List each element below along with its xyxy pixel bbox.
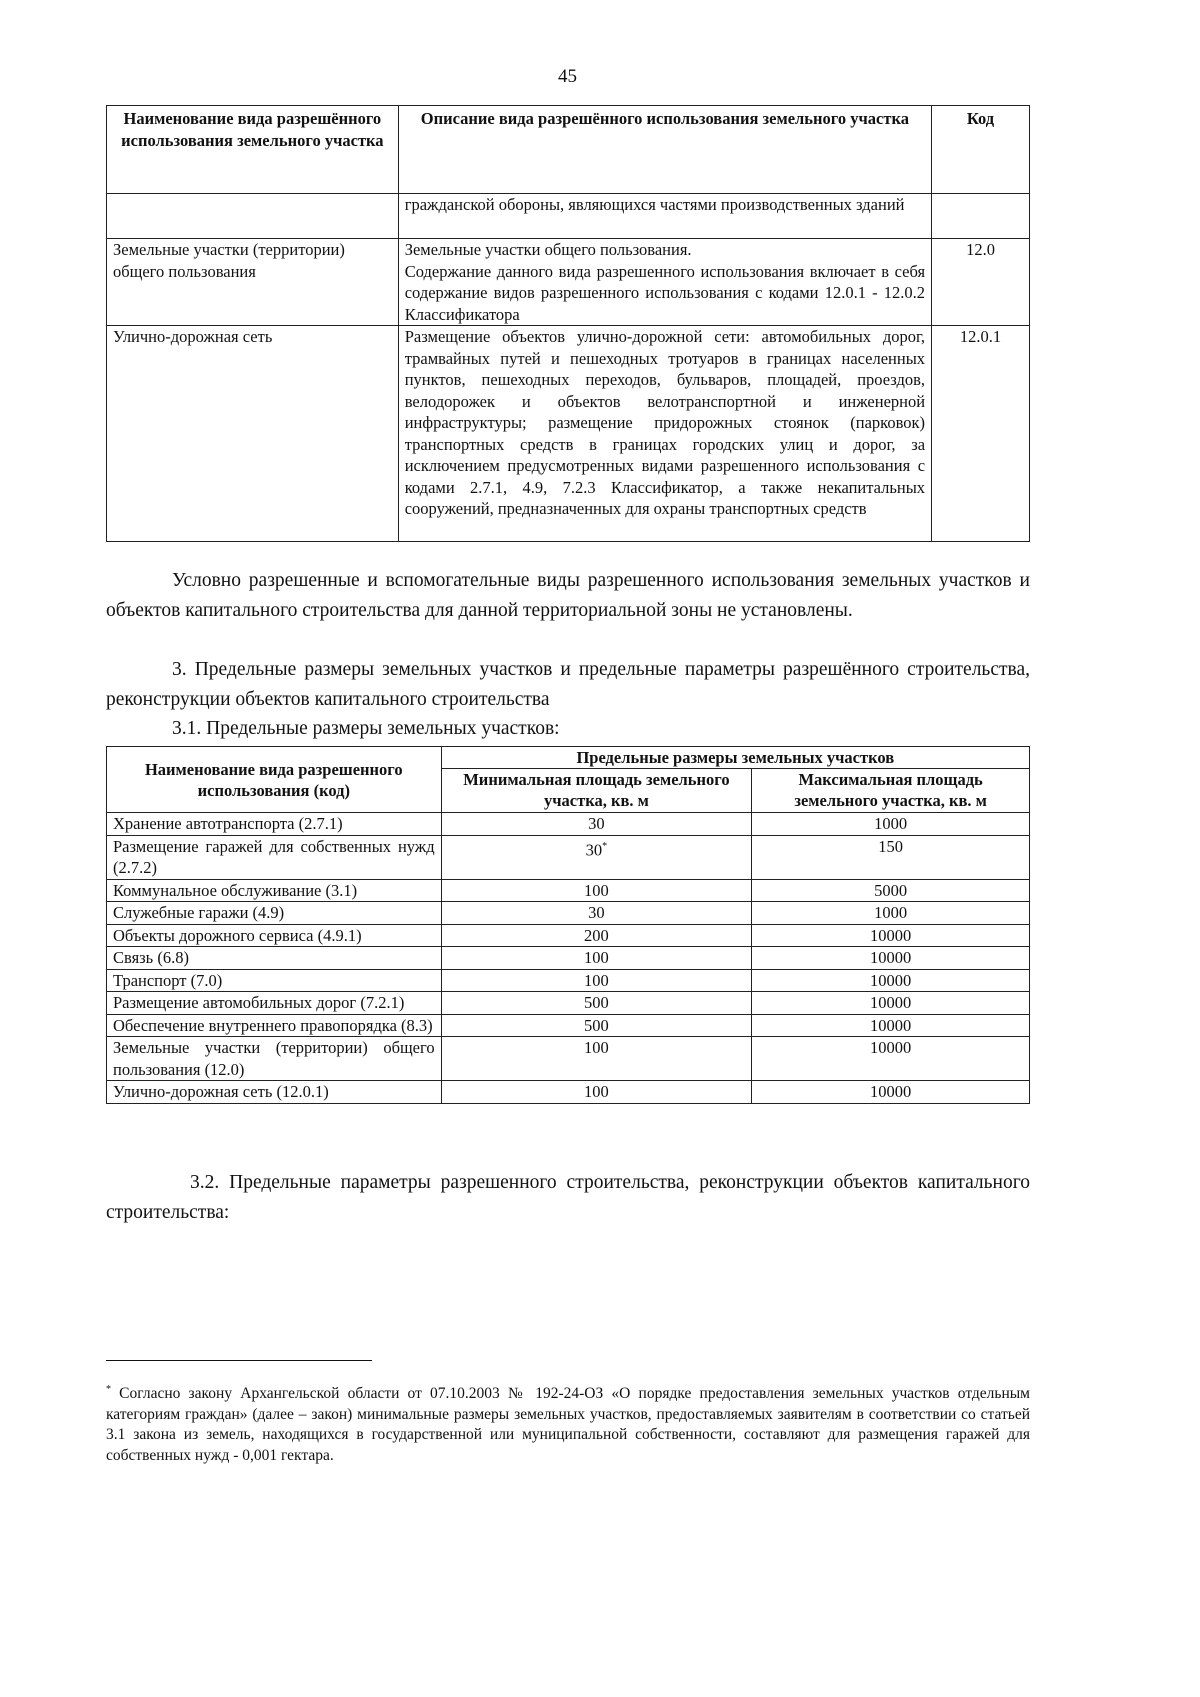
row-min-area (441, 902, 752, 925)
header-description: Описание вида разрешённого использования земельного участка (398, 106, 931, 194)
paragraph-section-3-2: 3.2. Предельные параметры разрешенного строительства, реконструкции объектов капитального строительства: (106, 1172, 1030, 1223)
permitted-use-table (106, 105, 1030, 542)
row-min-area (441, 813, 752, 836)
row-max-area: 1000 (752, 902, 1030, 925)
min-area-value: 500 (584, 1015, 609, 1035)
row-max-area: 10000 (752, 947, 1030, 970)
table-row (107, 194, 1030, 239)
paragraph-section-3-1: 3.1. Предельные размеры земельных участков: (172, 718, 560, 739)
row-name: Служебные гаражи (4.9) (107, 902, 442, 925)
row-name: Размещение автомобильных дорог (7.2.1) (107, 992, 442, 1015)
row-name: Земельные участки (территории) общего пользования (107, 239, 399, 326)
table-row (107, 1014, 1030, 1037)
row-description: гражданской обороны, являющихся частями производственных зданий (398, 194, 931, 239)
footnote-mark: * (106, 1384, 111, 1395)
min-area-value: 100 (584, 1038, 609, 1057)
table-row (107, 239, 1030, 326)
row-max-area: 10000 (752, 969, 1030, 992)
table-row (107, 813, 1030, 836)
table-row (107, 902, 1030, 925)
table-row (107, 1037, 1030, 1081)
description-line-2: Содержание данного вида разрешенного использования включает в себя содержание видов разрешенного использования с кодами 12.0.1 - 12.0.2 Классификатора (404, 261, 926, 324)
table-row (107, 969, 1030, 992)
row-max-area: 150 (752, 835, 1030, 879)
footnote-separator (106, 1360, 372, 1361)
row-max-area: 10000 (752, 1081, 1030, 1104)
row-min-area (441, 1081, 752, 1104)
table-row (107, 924, 1030, 947)
row-name: Объекты дорожного сервиса (4.9.1) (107, 924, 442, 947)
min-area-value: 100 (584, 970, 609, 990)
row-max-area: 10000 (752, 1037, 1030, 1081)
table-row (107, 326, 1030, 542)
paragraph-conditional-uses: Условно разрешенные и вспомогательные виды разрешенного использования земельных участков и объектов капитального строительства для данной территориальной зоны не установлены. (106, 570, 1030, 621)
min-area-value: 30 (585, 840, 603, 859)
footnote-text: Согласно закону Архангельской области от 07.10.2003 № 192-24-ОЗ «О порядке предоставления земельных участков отдельным категориям граждан» (далее – закон) минимальные размеры земельных участков, предоставляемых заявителям в соответствии со статьей 3.1 закона из земель, находящихся в государственной или муниципальной собственности, составляют для размещения гаражей для собственных нужд - 0,001 гектара. (106, 1385, 1030, 1464)
row-description: Размещение объектов улично-дорожной сети: автомобильных дорог, трамвайных путей и пешеходных тротуаров в границах населенных пунктов, пешеходных переходов, бульваров, площадей, проездов, велодорожек и объектов велотранспортной и инженерной инфраструктуры; размещение придорожных стоянок (парковок) транспортных средств в границах городских улиц и дорог, за исключением предусмотренных видами разрешенного использования с кодами 2.7.1, 4.9, 7.2.3 Классификатор, а также некапитальных сооружений, предназначенных для охраны транспортных средств (398, 326, 931, 542)
row-name: Обеспечение внутреннего правопорядка (8.3) (107, 1014, 442, 1037)
min-area-value: 100 (584, 880, 609, 900)
row-min-area (441, 1014, 752, 1037)
page-number: 45 (558, 66, 577, 87)
min-area-value: 200 (584, 925, 609, 945)
footnote (106, 1380, 1030, 1466)
row-name: Транспорт (7.0) (107, 969, 442, 992)
row-max-area: 10000 (752, 1014, 1030, 1037)
min-area-value: 30 (588, 814, 605, 833)
row-name: Хранение автотранспорта (2.7.1) (107, 813, 442, 836)
table-row (107, 992, 1030, 1015)
table-row (107, 1081, 1030, 1104)
table-row (107, 835, 1030, 879)
row-min-area (441, 969, 752, 992)
row-min-area (441, 947, 752, 970)
header-name: Наименование вида разрешённого использования земельного участка (107, 106, 399, 194)
row-min-area (441, 924, 752, 947)
min-area-value: 500 (584, 993, 609, 1012)
header-code: Код (932, 106, 1030, 194)
plot-size-table (106, 746, 1030, 1104)
table-row (107, 879, 1030, 902)
row-name: Улично-дорожная сеть (107, 326, 399, 542)
row-max-area: 1000 (752, 813, 1030, 836)
table-header-row (107, 106, 1030, 194)
min-area-value: 30 (588, 903, 605, 922)
row-name: Размещение гаражей для собственных нужд (2.7.2) (107, 835, 442, 879)
row-min-area (441, 1037, 752, 1081)
row-name: Коммунальное обслуживание (3.1) (107, 879, 442, 902)
header-min-area: Минимальная площадь земельного участка, кв. м (441, 769, 752, 813)
header-name: Наименование вида разрешенного использования (код) (107, 747, 442, 813)
description-line-1: Земельные участки общего пользования. (404, 240, 692, 259)
row-min-area (441, 879, 752, 902)
row-name: Связь (6.8) (107, 947, 442, 970)
row-max-area: 10000 (752, 924, 1030, 947)
paragraph-section-3: 3. Предельные размеры земельных участков и предельные параметры разрешённого строительства, реконструкции объектов капитального строительства (106, 659, 1030, 710)
row-min-area (441, 835, 752, 879)
row-code: 12.0 (932, 239, 1030, 326)
row-code (932, 194, 1030, 239)
row-name: Земельные участки (территории) общего пользования (12.0) (107, 1037, 442, 1081)
footnote-ref: * (602, 840, 608, 852)
header-max-area: Максимальная площадь земельного участка, кв. м (752, 769, 1030, 813)
row-name: Улично-дорожная сеть (12.0.1) (107, 1081, 442, 1104)
row-name (107, 194, 399, 239)
table-row (107, 947, 1030, 970)
table-header-row (107, 747, 1030, 769)
row-max-area: 5000 (752, 879, 1030, 902)
row-min-area (441, 992, 752, 1015)
row-description (398, 239, 931, 326)
min-area-value: 100 (584, 1082, 609, 1101)
row-max-area: 10000 (752, 992, 1030, 1015)
min-area-value: 100 (584, 948, 609, 967)
header-group: Предельные размеры земельных участков (441, 747, 1029, 769)
row-code: 12.0.1 (932, 326, 1030, 542)
